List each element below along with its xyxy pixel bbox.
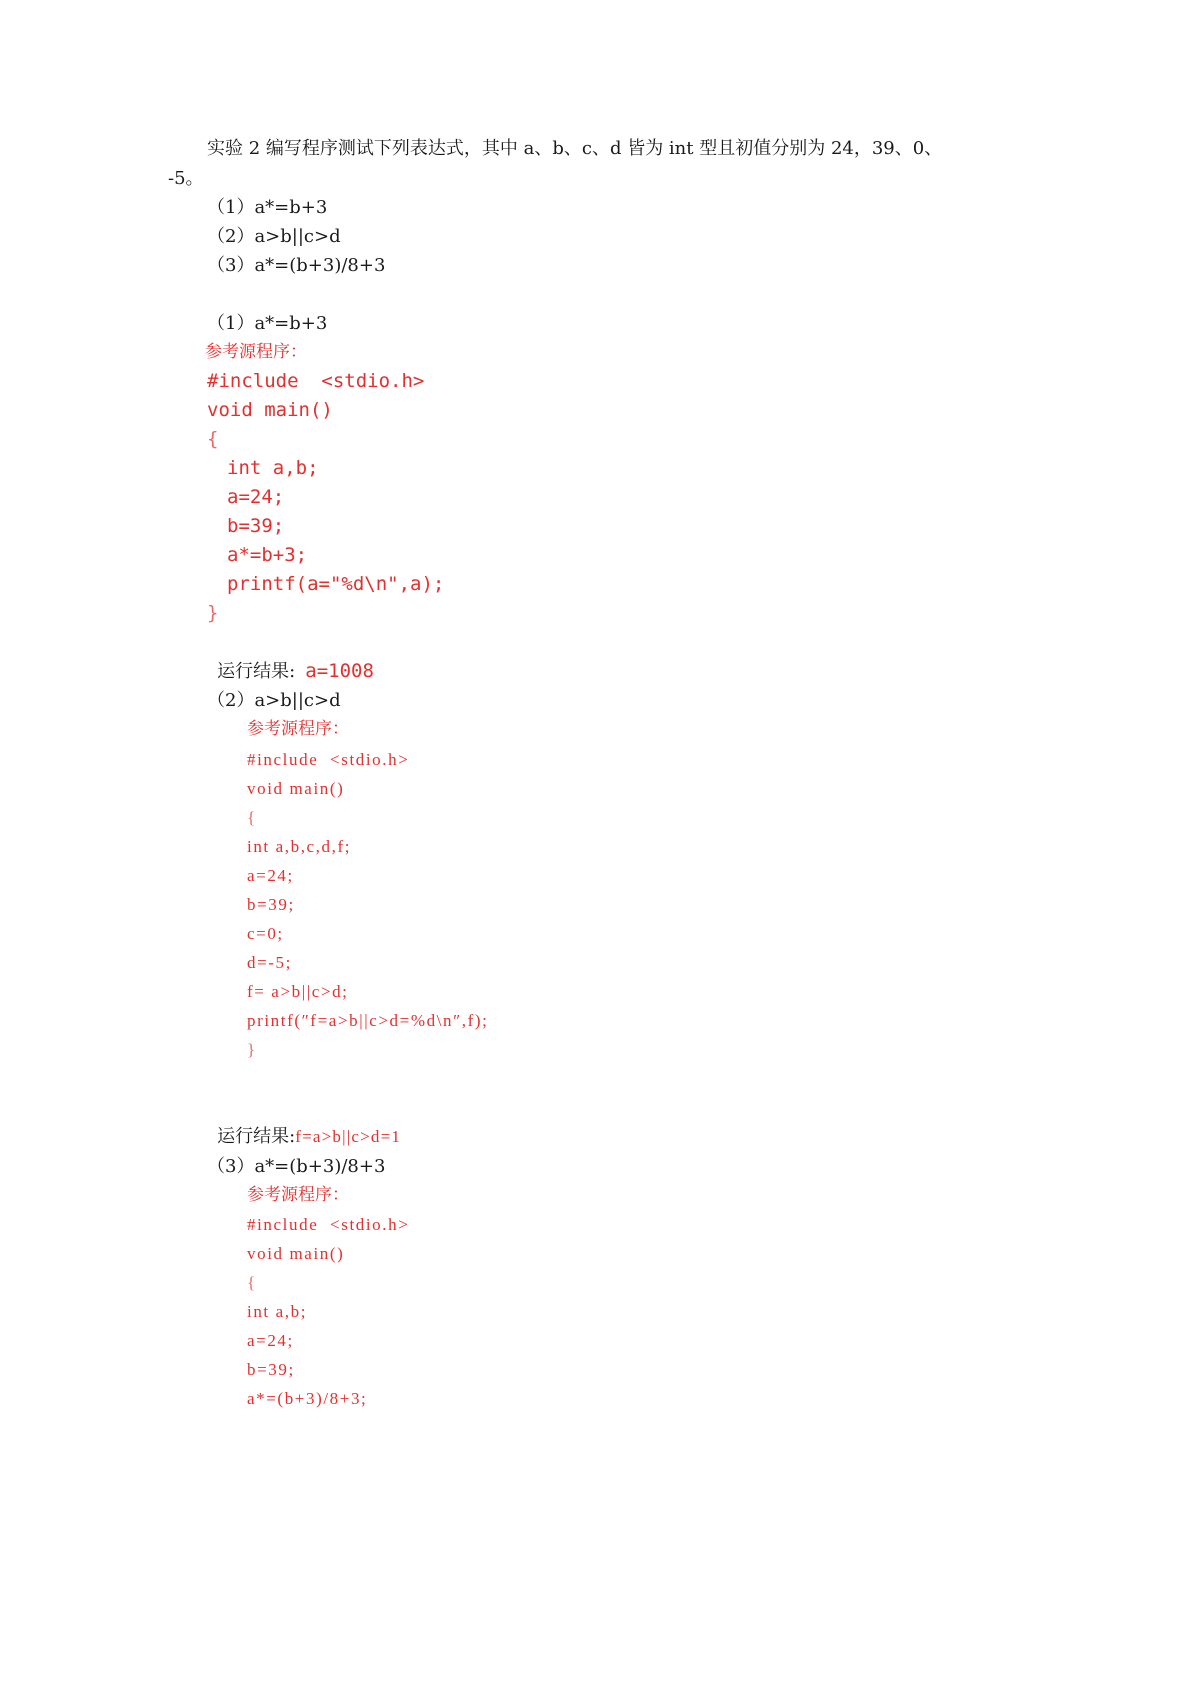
code-line: a*=(b+3)/8+3;	[247, 1389, 368, 1408]
code-line: }	[247, 1040, 257, 1059]
code-line: d=-5;	[247, 953, 292, 972]
result-line	[207, 628, 374, 682]
code-line: int a,b,c,d,f;	[247, 837, 352, 856]
section-heading: （1）a*=b+3	[207, 313, 328, 334]
code-line: f= a>b||c>d;	[247, 982, 349, 1001]
code-line: {	[207, 428, 219, 450]
code-line: #include <stdio.h>	[207, 370, 425, 392]
code-line: a=24;	[247, 866, 294, 885]
expression-item: （2）a>b||c>d	[207, 226, 341, 247]
code-label: 参考源程序：	[247, 719, 349, 739]
section-heading: （3）a*=(b+3)/8+3	[207, 1156, 386, 1177]
code-line: void main()	[247, 779, 345, 798]
code-line: printf(a="%d\n",a);	[227, 573, 445, 595]
code-line: {	[247, 1273, 257, 1292]
expression-item: （3）a*=(b+3)/8+3	[207, 255, 386, 276]
code-line: a*=b+3;	[227, 544, 308, 566]
code-line: void main()	[207, 399, 333, 421]
section-heading: （2）a>b||c>d	[207, 690, 341, 711]
code-line: void main()	[247, 1244, 345, 1263]
result-label: 运行结果:	[217, 661, 296, 682]
code-line: #include <stdio.h>	[247, 750, 410, 769]
result-label: 运行结果:	[217, 1126, 296, 1147]
code-label: 参考源程序：	[247, 1185, 349, 1205]
code-line: a=24;	[227, 486, 285, 508]
result-value: f=a>b||c>d=1	[295, 1127, 402, 1146]
result-line	[207, 1093, 402, 1147]
code-line: c=0;	[247, 924, 284, 943]
code-line: }	[207, 602, 219, 624]
intro-line: 实验 2 编写程序测试下列表达式，其中 a、b、c、d 皆为 int 型且初值分别为 24，39、0、	[207, 138, 943, 159]
code-line: b=39;	[247, 1360, 295, 1379]
code-line: {	[247, 808, 257, 827]
code-line: b=39;	[227, 515, 285, 537]
code-label: 参考源程序：	[205, 342, 307, 362]
result-value: a=1008	[305, 660, 374, 682]
code-line: int a,b;	[227, 457, 319, 479]
code-line: a=24;	[247, 1331, 294, 1350]
expression-item: （1）a*=b+3	[207, 197, 328, 218]
code-line: #include <stdio.h>	[247, 1215, 410, 1234]
intro-line-continued: -5。	[168, 168, 204, 189]
code-line: int a,b;	[247, 1302, 308, 1321]
code-line: printf(″f=a>b||c>d=%d\n″,f);	[247, 1011, 489, 1030]
code-line: b=39;	[247, 895, 295, 914]
